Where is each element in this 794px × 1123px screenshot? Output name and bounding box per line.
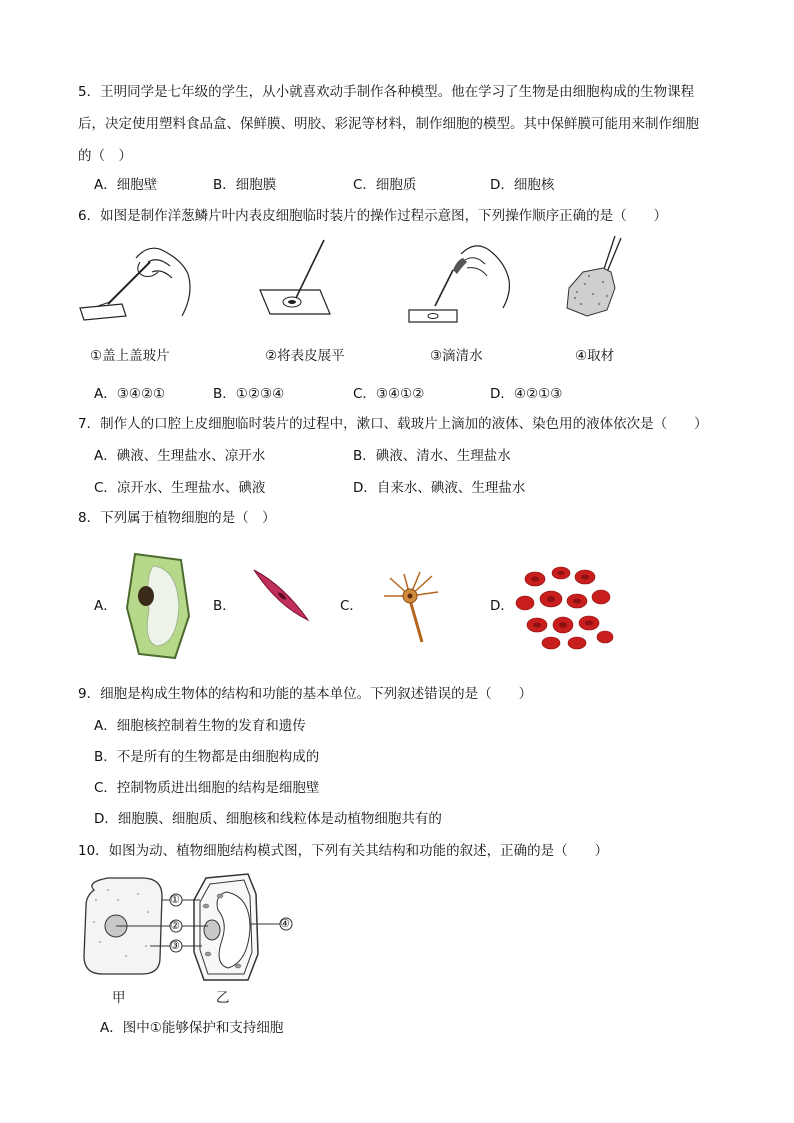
q6-caption-3: ③滴清水 — [430, 348, 483, 364]
cell-label-yi: 乙 — [216, 990, 230, 1006]
label-2: ② — [170, 919, 180, 932]
q7-option-d: D．自来水、碘液、生理盐水 — [353, 480, 526, 496]
q7-stem: 7．制作人的口腔上皮细胞临时装片的过程中，漱口、载玻片上滴加的液体、染色用的液体依次是（ ） — [78, 416, 708, 432]
q6-caption-1: ①盖上盖玻片 — [90, 348, 170, 364]
cover-slip-figure — [78, 232, 198, 327]
q9-stem: 9．细胞是构成生物体的结构和功能的基本单位。下列叙述错误的是（ ） — [78, 686, 533, 702]
q6-option-d: D．④②①③ — [490, 386, 563, 402]
q8-option-a: A． — [94, 598, 117, 614]
q9-option-a: A．细胞核控制着生物的发育和遗传 — [94, 718, 306, 734]
q5-stem-line-3: 的（ ） — [78, 148, 132, 164]
q9-option-d: D．细胞膜、细胞质、细胞核和线粒体是动植物细胞共有的 — [94, 811, 442, 827]
take-material-figure — [563, 232, 633, 322]
q5-option-c: C．细胞质 — [353, 177, 417, 193]
plant-cell-image — [123, 550, 193, 662]
q6-option-b: B．①②③④ — [213, 386, 285, 402]
q5-option-a: A．细胞壁 — [94, 177, 158, 193]
q6-stem: 6．如图是制作洋葱鳞片叶内表皮细胞临时装片的操作过程示意图，下列操作顺序正确的是（ ） — [78, 208, 668, 224]
cell-label-jia: 甲 — [112, 990, 126, 1006]
flatten-epidermis-figure — [250, 232, 360, 322]
q5-option-d: D．细胞核 — [490, 177, 555, 193]
q8-stem: 8．下列属于植物细胞的是（ ） — [78, 510, 276, 526]
q8-option-d: D． — [490, 598, 514, 614]
nerve-cell-image — [380, 572, 442, 644]
q10-stem: 10．如图为动、植物细胞结构模式图，下列有关其结构和功能的叙述，正确的是（ ） — [78, 843, 609, 859]
q7-option-a: A．碘液、生理盐水、凉开水 — [94, 448, 266, 464]
label-1: ① — [170, 893, 180, 906]
q9-option-c: C．控制物质进出细胞的结构是细胞壁 — [94, 780, 320, 796]
q6-option-c: C．③④①② — [353, 386, 425, 402]
q6-caption-2: ②将表皮展平 — [265, 348, 345, 364]
q6-option-a: A．③④②① — [94, 386, 166, 402]
add-water-figure — [405, 236, 515, 326]
q6-caption-4: ④取材 — [575, 348, 615, 364]
q5-option-b: B．细胞膜 — [213, 177, 277, 193]
q8-option-b: B． — [213, 598, 236, 614]
q7-option-c: C．凉开水、生理盐水、碘液 — [94, 480, 266, 496]
q8-option-c: C． — [340, 598, 363, 614]
q7-option-b: B．碘液、清水、生理盐水 — [353, 448, 511, 464]
q10-option-a: A．图中①能够保护和支持细胞 — [100, 1020, 284, 1036]
red-blood-cells-image — [515, 563, 615, 651]
label-3: ③ — [170, 939, 180, 952]
label-4: ④ — [280, 917, 290, 930]
muscle-cell-image — [250, 566, 312, 624]
q5-stem-line-2: 后，决定使用塑料食品盒、保鲜膜、明胶、彩泥等材料，制作细胞的模型。其中保鲜膜可能用来制作细胞 — [78, 116, 699, 132]
q9-option-b: B．不是所有的生物都是由细胞构成的 — [94, 749, 320, 765]
q5-stem-line-1: 5．王明同学是七年级的学生，从小就喜欢动手制作各种模型。他在学习了生物是由细胞构成的生物课程 — [78, 84, 695, 100]
